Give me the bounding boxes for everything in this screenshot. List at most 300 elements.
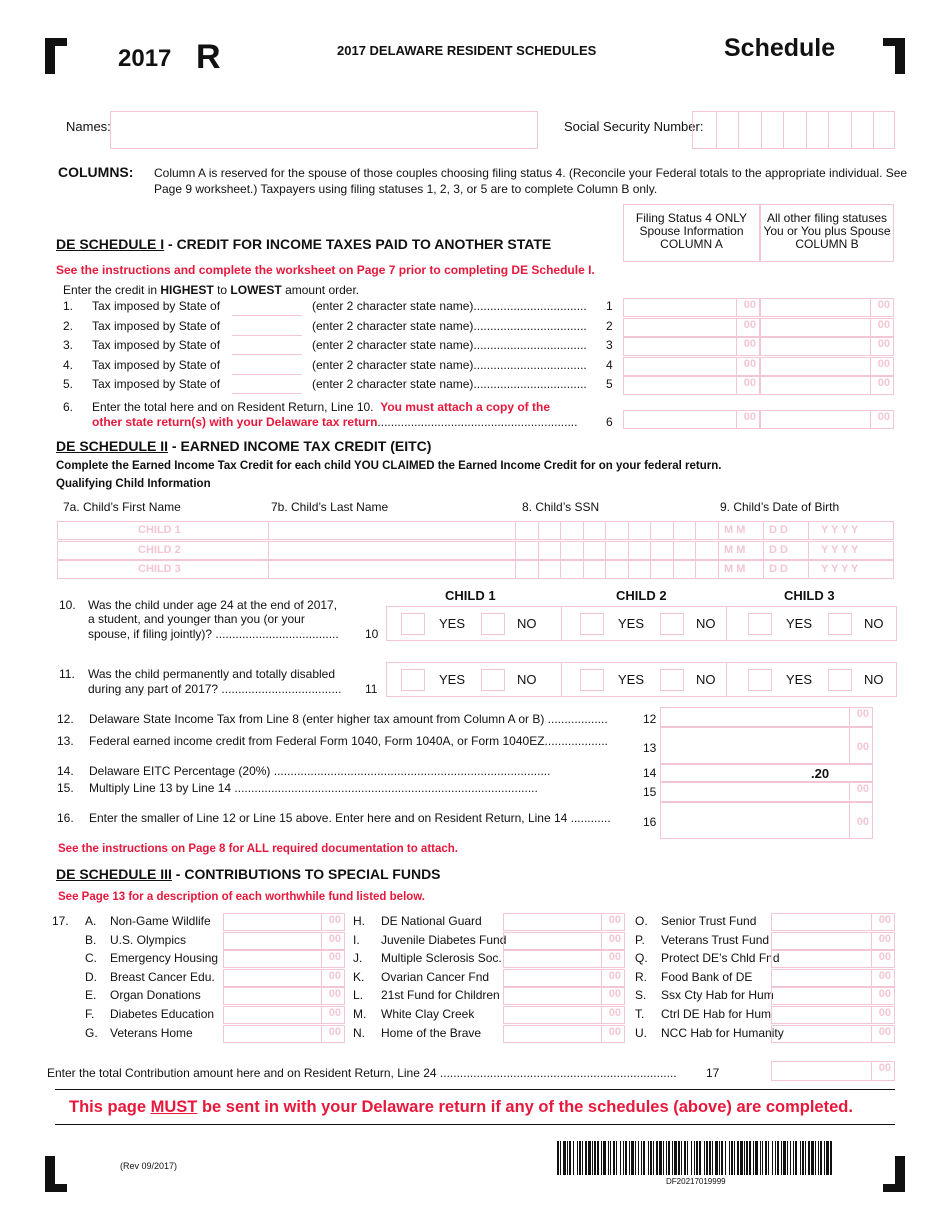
barcode-bar <box>826 1141 829 1175</box>
order-note-b: HIGHEST <box>160 283 214 297</box>
fund-amount-input[interactable] <box>771 1025 895 1043</box>
cents-placeholder: 00 <box>743 411 756 423</box>
barcode-bar <box>709 1141 711 1175</box>
must-send-notice <box>69 1098 853 1117</box>
yes-label: YES <box>439 672 466 687</box>
line-16-number: 16. <box>57 811 74 825</box>
barcode-bar <box>787 1141 788 1175</box>
barcode-bar <box>684 1141 686 1175</box>
line-2-col-b[interactable] <box>760 318 894 337</box>
line-14-number: 14. <box>57 764 74 778</box>
child-1-line-11-yes-checkbox[interactable] <box>401 669 425 691</box>
cents-placeholder: 00 <box>328 932 341 945</box>
fund-amount-input[interactable] <box>771 932 895 950</box>
fund-name: Home of the Brave <box>381 1025 482 1040</box>
barcode-bar <box>765 1141 767 1175</box>
barcode-bar <box>830 1141 832 1175</box>
child-ssn-input[interactable] <box>516 542 716 559</box>
barcode-bar <box>687 1141 688 1175</box>
line-12-text: Delaware State Income Tax from Line 8 (enter higher tax amount from Column A or B) .................. <box>89 712 608 726</box>
barcode-bar <box>783 1141 786 1175</box>
cents-separator <box>601 933 602 949</box>
eitc-percentage-value: .20 <box>811 766 830 781</box>
cents-placeholder: 00 <box>328 951 341 964</box>
line-5-state-input[interactable] <box>232 393 302 394</box>
barcode-bar <box>579 1141 581 1175</box>
line-3-col-b[interactable] <box>760 337 894 356</box>
line-5-state-hint: (enter 2 character state name).................................. <box>312 377 587 391</box>
cents-placeholder: 00 <box>743 318 756 331</box>
fund-amount-input[interactable] <box>503 932 625 950</box>
cents-separator <box>870 377 871 394</box>
child-2-line-10-no-checkbox[interactable] <box>660 613 684 635</box>
barcode-bar <box>725 1141 726 1175</box>
fund-amount-input[interactable] <box>771 987 895 1005</box>
fund-letter: P. <box>635 932 645 947</box>
line-4-state-input[interactable] <box>232 374 302 375</box>
child-last-name-input[interactable] <box>269 522 515 539</box>
barcode-bar <box>573 1141 574 1175</box>
line-1-text: Tax imposed by State of <box>92 299 221 313</box>
line-6-red-2: other state return(s) with your Delaware tax return <box>92 415 378 429</box>
barcode-bar <box>824 1141 825 1175</box>
cents-placeholder: 00 <box>877 338 890 350</box>
child-dob-input[interactable] <box>719 561 894 578</box>
barcode-bar <box>631 1141 634 1175</box>
contribution-total-amount[interactable] <box>771 1061 895 1081</box>
cents-placeholder: 00 <box>328 1007 341 1019</box>
line-10-text-c: spouse, if filing jointly)? ..................................... <box>88 627 339 641</box>
column-a-line1: Filing Status 4 ONLY <box>635 211 748 225</box>
barcode-bar <box>706 1141 708 1175</box>
cents-placeholder: 00 <box>877 318 890 331</box>
qualifying-child-label: Qualifying Child Information <box>56 478 211 490</box>
line-2-text: Tax imposed by State of <box>92 318 221 333</box>
fund-amount-input[interactable] <box>503 950 625 968</box>
barcode-bar <box>719 1141 720 1175</box>
child-3-line-10-yes-checkbox[interactable] <box>748 613 772 635</box>
form-year: 2017 <box>118 45 172 72</box>
barcode-bar <box>594 1141 596 1175</box>
barcode-bar <box>601 1141 602 1175</box>
barcode <box>557 1141 831 1175</box>
fund-amount-input[interactable] <box>223 950 345 968</box>
barcode-bar <box>772 1141 773 1175</box>
cents-placeholder: 00 <box>878 969 891 982</box>
fund-amount-input[interactable] <box>503 1006 625 1024</box>
fund-amount-input[interactable] <box>223 1006 345 1024</box>
line-2-col-a[interactable] <box>623 318 760 337</box>
fund-amount-input[interactable] <box>771 969 895 987</box>
fund-amount-input[interactable] <box>771 1006 895 1024</box>
barcode-bar <box>777 1141 779 1175</box>
fund-name: Non-Game Wildlife <box>110 914 211 928</box>
cents-placeholder: 00 <box>743 299 756 311</box>
barcode-bar <box>674 1141 677 1175</box>
child-3-line-10-no-checkbox[interactable] <box>828 613 852 635</box>
barcode-bar <box>715 1141 718 1175</box>
child-2-line-11-yes-checkbox[interactable] <box>580 669 604 691</box>
schedule-3-title-main: DE SCHEDULE III <box>56 866 172 882</box>
ssn-digit-separator <box>783 112 784 148</box>
must-send-c: be sent in with your Delaware return if any of the schedules (above) are completed. <box>197 1098 853 1116</box>
barcode-bar <box>585 1141 587 1175</box>
fund-amount-input[interactable] <box>223 932 345 950</box>
cents-separator <box>871 1007 872 1023</box>
cents-placeholder: 00 <box>608 988 621 1001</box>
child-row <box>57 560 894 579</box>
line-11-yes-no-group <box>386 662 897 697</box>
column-a-line2: Spouse Information <box>639 224 744 238</box>
barcode-bar <box>740 1141 743 1175</box>
cents-placeholder: 00 <box>856 816 869 828</box>
child-dob-input[interactable] <box>719 542 894 559</box>
barcode-bar <box>699 1141 701 1175</box>
barcode-bar <box>762 1141 763 1175</box>
cents-separator <box>870 338 871 355</box>
line-11-text-b: during any part of 2017? .................................... <box>88 682 342 696</box>
cents-separator <box>736 377 737 394</box>
names-label: Names: <box>66 119 111 134</box>
corner-mark-bottom-left-v <box>45 1156 55 1192</box>
cents-separator <box>321 933 322 949</box>
barcode-bar <box>567 1141 568 1175</box>
cents-placeholder: 00 <box>877 411 890 423</box>
barcode-bar <box>775 1141 776 1175</box>
fund-letter: D. <box>85 969 97 984</box>
order-note-a: Enter the credit in <box>63 283 161 297</box>
barcode-bar <box>603 1141 606 1175</box>
fund-letter: E. <box>85 988 97 1003</box>
child-3-line-11-no-checkbox[interactable] <box>828 669 852 691</box>
fund-letter: M. <box>353 1007 367 1021</box>
cents-separator <box>736 319 737 336</box>
line-1-col-b[interactable] <box>760 298 894 317</box>
fund-letter: O. <box>635 914 648 928</box>
line-11-text-a: Was the child permanently and totally disabled <box>88 667 336 681</box>
cents-separator <box>871 951 872 967</box>
child-1-line-10-no-checkbox[interactable] <box>481 613 505 635</box>
line-5-linenum: 5 <box>606 377 613 391</box>
barcode-bar <box>768 1141 769 1175</box>
cents-separator <box>601 970 602 986</box>
footer-rule-top <box>55 1089 895 1090</box>
fund-letter: R. <box>635 969 647 984</box>
line-12-linenum: 12 <box>643 712 657 726</box>
line-4-col-b[interactable] <box>760 357 894 376</box>
barcode-bar <box>691 1141 692 1175</box>
barcode-bar <box>641 1141 642 1175</box>
line-6-text-a: Enter the total here and on Resident Return, Line 10. <box>92 400 374 414</box>
corner-mark-top-left-v <box>45 38 55 74</box>
fund-letter: I. <box>353 932 360 947</box>
line-16-amount[interactable] <box>660 802 873 839</box>
yes-label: YES <box>786 672 813 687</box>
child-3-line-11-yes-checkbox[interactable] <box>748 669 772 691</box>
barcode-bar <box>696 1141 698 1175</box>
no-label: NO <box>696 672 716 687</box>
line-3-state-input[interactable] <box>232 354 302 355</box>
barcode-bar <box>731 1141 733 1175</box>
line-10-linenum: 10 <box>365 627 379 641</box>
footer-rule-bottom <box>55 1124 895 1125</box>
fund-name: 21st Fund for Children <box>381 988 500 1003</box>
cents-placeholder: 00 <box>743 377 756 389</box>
schedule-2-title-rest: - EARNED INCOME TAX CREDIT (EITC) <box>168 438 432 454</box>
line-10-number: 10. <box>59 598 76 612</box>
contribution-total-linenum: 17 <box>706 1066 720 1080</box>
line-17-number: 17. <box>52 914 69 928</box>
line-6-red-1: You must attach a copy of the <box>380 400 551 414</box>
barcode-bar <box>793 1141 794 1175</box>
fund-amount-input[interactable] <box>771 913 895 931</box>
ssn-digit-separator <box>873 112 874 148</box>
cents-placeholder: 00 <box>743 357 756 370</box>
cents-separator <box>321 970 322 986</box>
schedule-3-title <box>56 866 441 882</box>
line-15-linenum: 15 <box>643 785 657 799</box>
dob-month-placeholder: M M <box>724 563 746 575</box>
fund-letter: F. <box>85 1007 95 1021</box>
cents-placeholder: 00 <box>878 1062 891 1074</box>
line-1-col-a[interactable] <box>623 298 760 317</box>
child-first-name-header: 7a. Child’s First Name <box>63 500 181 514</box>
barcode-bar <box>629 1141 630 1175</box>
corner-mark-bottom-right-v <box>895 1156 905 1192</box>
fund-name: Ctrl DE Hab for Hum <box>661 1007 772 1021</box>
line-1-linenum: 1 <box>606 299 613 313</box>
child-row <box>57 541 894 560</box>
line-10-text-a: Was the child under age 24 at the end of 2017, <box>88 598 338 612</box>
barcode-bar <box>729 1141 730 1175</box>
schedule-3-title-rest: - CONTRIBUTIONS TO SPECIAL FUNDS <box>171 866 441 882</box>
child-ssn-header: 8. Child’s SSN <box>522 500 600 514</box>
child-first-name-input[interactable] <box>58 561 268 578</box>
fund-name: Ovarian Cancer Fnd <box>381 969 490 984</box>
child-1-line-11-no-checkbox[interactable] <box>481 669 505 691</box>
cents-placeholder: 00 <box>328 914 341 926</box>
line-4-state-hint: (enter 2 character state name).................................. <box>312 357 587 372</box>
fund-name: DE National Guard <box>381 914 482 928</box>
child-last-name-input[interactable] <box>269 561 515 578</box>
order-note-c: to <box>213 283 231 297</box>
line-15-text: Multiply Line 13 by Line 14 ........................................................................................... <box>89 781 538 795</box>
barcode-bar <box>802 1141 804 1175</box>
barcode-bar <box>694 1141 695 1175</box>
child-1-line-10-yes-checkbox[interactable] <box>401 613 425 635</box>
barcode-bar <box>818 1141 819 1175</box>
ssn-digit-separator <box>716 112 717 148</box>
fund-amount-input[interactable] <box>503 913 625 931</box>
barcode-bar <box>672 1141 673 1175</box>
fund-amount-input[interactable] <box>223 987 345 1005</box>
barcode-bar <box>781 1141 782 1175</box>
ssn-digit-separator <box>761 112 762 148</box>
line-6-dots: ............................................................ <box>377 415 578 429</box>
fund-amount-input[interactable] <box>503 969 625 987</box>
line-1-state-input[interactable] <box>232 315 302 316</box>
dob-year-placeholder: Y Y Y Y <box>821 563 859 575</box>
barcode-bar <box>746 1141 748 1175</box>
schedule-2-instructions: Complete the Earned Income Tax Credit for each child YOU CLAIMED the Earned Income Credit for on your federal return. <box>56 460 722 472</box>
cents-separator <box>736 299 737 316</box>
child-ssn-input[interactable] <box>516 522 716 539</box>
cents-separator <box>870 319 871 336</box>
fund-letter: K. <box>353 969 365 984</box>
line-14-text: Delaware EITC Percentage (20%) ................................................................................... <box>89 764 551 778</box>
fund-amount-input[interactable] <box>223 913 345 931</box>
barcode-bar <box>608 1141 609 1175</box>
fund-amount-input[interactable] <box>223 1025 345 1043</box>
barcode-bar <box>795 1141 797 1175</box>
line-13-amount[interactable] <box>660 727 873 764</box>
line-3-state-hint: (enter 2 character state name).................................. <box>312 338 587 352</box>
line-6-col-b[interactable] <box>760 410 894 429</box>
schedule-2-documentation-note: See the instructions on Page 8 for ALL required documentation to attach. <box>58 843 458 855</box>
line-4-col-a[interactable] <box>623 357 760 376</box>
line-10-text-b: a student, and younger than you (or your <box>88 612 305 626</box>
fund-amount-input[interactable] <box>503 1025 625 1043</box>
fund-name: Protect DE’s Chld Fnd <box>661 951 780 966</box>
ssn-input[interactable] <box>692 111 895 149</box>
barcode-bar <box>734 1141 735 1175</box>
dob-month-placeholder: M M <box>724 543 746 556</box>
schedule-1-title <box>56 236 551 252</box>
fund-amount-input[interactable] <box>223 969 345 987</box>
fund-name: Multiple Sclerosis Soc. <box>381 951 502 966</box>
barcode-bar <box>656 1141 658 1175</box>
revision-date: (Rev 09/2017) <box>120 1161 178 1171</box>
child-dob-header: 9. Child’s Date of Birth <box>720 500 840 514</box>
line-16-text: Enter the smaller of Line 12 or Line 15 above. Enter here and on Resident Return, Line 14 ............ <box>89 811 611 825</box>
child-first-name-input[interactable] <box>58 522 268 539</box>
cents-placeholder: 00 <box>856 741 869 753</box>
child-ssn-input[interactable] <box>516 561 716 578</box>
barcode-bar <box>744 1141 745 1175</box>
corner-mark-top-right-v <box>895 38 905 74</box>
schedule-1-title-rest: - CREDIT FOR INCOME TAXES PAID TO ANOTHER STATE <box>164 236 552 252</box>
line-5-col-b[interactable] <box>760 376 894 395</box>
line-4-text: Tax imposed by State of <box>92 357 221 372</box>
barcode-bar <box>760 1141 761 1175</box>
yes-label: YES <box>786 616 813 631</box>
barcode-bar <box>613 1141 615 1175</box>
barcode-bar <box>638 1141 639 1175</box>
cents-separator <box>601 988 602 1004</box>
line-12-amount[interactable] <box>660 707 873 727</box>
line-15-amount[interactable] <box>660 782 873 802</box>
cents-separator <box>601 914 602 930</box>
line-3-linenum: 3 <box>606 338 613 352</box>
line-11-number: 11. <box>59 667 75 681</box>
child-name-placeholder: CHILD 3 <box>138 563 181 575</box>
barcode-bar <box>666 1141 667 1175</box>
cents-placeholder: 00 <box>608 951 621 964</box>
line-5-col-a[interactable] <box>623 376 760 395</box>
fund-amount-input[interactable] <box>771 950 895 968</box>
line-13-number: 13. <box>57 734 74 748</box>
order-note-d: LOWEST <box>230 283 282 297</box>
contribution-total-text: Enter the total Contribution amount here and on Resident Return, Line 24 ....................................................................... <box>47 1066 677 1080</box>
cents-placeholder: 00 <box>608 1025 621 1038</box>
dob-month-placeholder: M M <box>724 524 746 536</box>
barcode-bar <box>560 1141 561 1175</box>
line-12-number: 12. <box>57 712 74 726</box>
line-3-col-a[interactable] <box>623 337 760 356</box>
cents-placeholder: 00 <box>856 783 869 795</box>
cents-placeholder: 00 <box>608 969 621 982</box>
fund-amount-input[interactable] <box>503 987 625 1005</box>
line-14-amount <box>660 764 873 782</box>
cents-placeholder: 00 <box>328 969 341 982</box>
cents-placeholder: 00 <box>878 1025 891 1038</box>
cents-placeholder: 00 <box>608 1007 621 1019</box>
cents-placeholder: 00 <box>608 914 621 926</box>
line-6-col-a[interactable] <box>623 410 760 429</box>
dob-year-placeholder: Y Y Y Y <box>821 543 859 556</box>
barcode-bar <box>755 1141 758 1175</box>
barcode-bar <box>753 1141 754 1175</box>
schedule-2-title <box>56 438 431 454</box>
fund-letter: G. <box>85 1025 98 1040</box>
child-1-heading: CHILD 1 <box>445 588 496 603</box>
line-2-number: 2. <box>63 318 74 333</box>
fund-name: Food Bank of DE <box>661 969 753 984</box>
barcode-bar <box>820 1141 822 1175</box>
child-first-name-input[interactable] <box>58 542 268 559</box>
child-group-separator <box>561 607 562 640</box>
fund-name: Breast Cancer Edu. <box>110 969 215 984</box>
child-last-name-input[interactable] <box>269 542 515 559</box>
child-3-heading: CHILD 3 <box>784 588 835 603</box>
line-16-linenum: 16 <box>643 815 657 829</box>
barcode-bar <box>569 1141 571 1175</box>
no-label: NO <box>864 672 884 687</box>
barcode-bar <box>659 1141 662 1175</box>
barcode-bar <box>625 1141 627 1175</box>
cents-placeholder: 00 <box>877 357 890 370</box>
fund-name: White Clay Creek <box>381 1007 475 1021</box>
cents-placeholder: 00 <box>878 932 891 945</box>
child-name-placeholder: CHILD 1 <box>138 524 181 536</box>
fund-name: Senior Trust Fund <box>661 914 757 928</box>
line-14-linenum: 14 <box>643 766 657 780</box>
barcode-bar <box>563 1141 566 1175</box>
dob-day-placeholder: D D <box>769 563 788 575</box>
line-6-number: 6. <box>63 400 74 414</box>
cents-placeholder: 00 <box>878 914 891 926</box>
child-2-line-10-yes-checkbox[interactable] <box>580 613 604 635</box>
cents-separator <box>871 970 872 986</box>
child-group-separator <box>726 607 727 640</box>
cents-placeholder: 00 <box>878 951 891 964</box>
must-send-b: MUST <box>150 1098 198 1116</box>
barcode-bar <box>800 1141 801 1175</box>
line-2-state-input[interactable] <box>232 335 302 336</box>
child-dob-input[interactable] <box>719 522 894 539</box>
barcode-bar <box>712 1141 713 1175</box>
line-15-number: 15. <box>57 781 74 795</box>
cents-separator <box>321 988 322 1004</box>
line-1-state-hint: (enter 2 character state name).................................. <box>312 299 587 313</box>
child-2-line-11-no-checkbox[interactable] <box>660 669 684 691</box>
barcode-bar <box>557 1141 559 1175</box>
child-row <box>57 521 894 540</box>
must-send-a: This page <box>69 1098 151 1116</box>
column-a-header <box>623 204 760 262</box>
fund-name: Juvenile Diabetes Fund <box>381 932 507 947</box>
names-input[interactable] <box>110 111 538 149</box>
